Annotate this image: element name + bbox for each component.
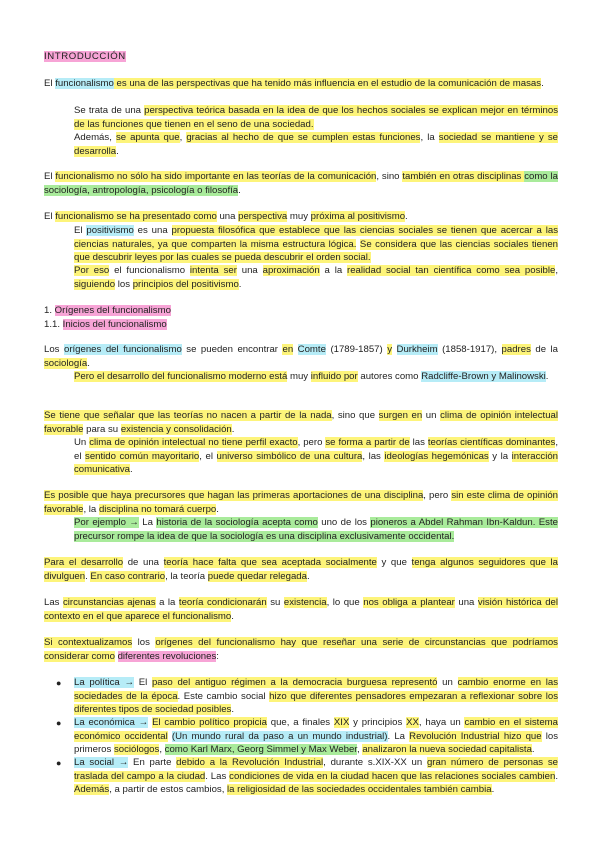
- highlighted-text: condiciones de vida en la ciudad hacen que las relaciones sociales cambien: [229, 770, 556, 782]
- highlighted-text: Comte: [297, 344, 326, 355]
- highlighted-text: gracias al hecho de que se cumplen estas funciones: [186, 132, 421, 143]
- text-run: .: [238, 184, 241, 196]
- paragraph-7: [44, 556, 558, 583]
- heading-1-1: [44, 318, 558, 332]
- paragraph-1b: [74, 131, 558, 158]
- highlighted-text: propuesta filosófica que establece que las ciencias sociales se tienen que acercar a las ciencias naturales, ya que comparten la misma estructura lógica.: [74, 225, 558, 250]
- highlighted-text: Es posible que haya precursores que hagan las primeras aportaciones de una disciplina: [44, 490, 424, 501]
- text-run: es una: [133, 225, 172, 236]
- paragraph-1: [44, 77, 558, 91]
- highlighted-text: en: [282, 344, 294, 355]
- text-run: , las: [362, 450, 385, 462]
- highlighted-text: sin este clima de opinión favorable: [44, 490, 559, 515]
- highlighted-text: sentido común mayoritario: [85, 450, 200, 462]
- text-run: El: [44, 171, 56, 182]
- highlighted-text: teoría condicionarán: [178, 597, 267, 608]
- highlighted-text: existencia y consolidación: [120, 423, 232, 435]
- text-run: . Las: [205, 770, 230, 782]
- text-run: de una: [123, 557, 164, 568]
- text-run: El: [44, 78, 56, 89]
- highlighted-text: La social →: [74, 757, 129, 768]
- highlighted-text: pioneros a Abdel Rahman Ibn-Kaldun. Este precursor rompe la idea de que la sociología es una disciplina exclusivamente occidental.: [74, 517, 558, 542]
- highlighted-text: paso del antiguo régimen a la democracia burguesa representó: [151, 677, 438, 688]
- text-run: , la teoría: [165, 570, 208, 582]
- highlighted-text: Se considera que las: [359, 238, 456, 250]
- text-run: .: [306, 570, 310, 582]
- highlighted-text: se apunta que: [115, 132, 180, 143]
- highlighted-text: analizaron la nueva sociedad capitalista: [362, 744, 532, 756]
- text-run: , la: [83, 503, 99, 515]
- bullet-3-icon: ●: [56, 758, 62, 768]
- paragraph-3: [44, 210, 558, 224]
- text-run: ,: [555, 265, 558, 276]
- text-run: .: [545, 371, 549, 382]
- text-run: a la: [155, 597, 179, 608]
- bullet-item-2: [74, 716, 558, 757]
- title-text: INTRODUCCIÓN: [44, 51, 126, 62]
- text-run: los primeros: [74, 730, 559, 756]
- highlighted-text: la religiosidad de las sociedades occidentales también cambia: [227, 784, 492, 796]
- text-run: y la: [488, 450, 512, 462]
- paragraph-3a: [74, 224, 558, 265]
- highlighted-text: teoría hace falta que sea aceptada socialmente: [163, 557, 377, 568]
- text-run: , pero: [297, 437, 326, 448]
- highlighted-text: La económica →: [74, 717, 149, 728]
- text-run: se pueden encontrar: [181, 344, 283, 355]
- text-run: .: [405, 211, 408, 222]
- highlighted-text: Para el desarrollo: [44, 557, 124, 568]
- highlighted-text: Pero el desarrollo del funcionalismo moderno está: [74, 371, 288, 382]
- text-run: El: [134, 677, 152, 688]
- bullet-2-icon: ●: [56, 718, 62, 728]
- text-run: La: [138, 517, 157, 528]
- heading-1-label: Orígenes del funcionalismo: [54, 305, 171, 316]
- bullet-item-3: [74, 756, 558, 797]
- highlighted-text: Por ejemplo →: [74, 517, 139, 528]
- text-run: un: [422, 410, 441, 421]
- bullet-item-1: [74, 676, 558, 717]
- paragraph-9: [44, 636, 558, 663]
- text-run: muy: [287, 211, 311, 222]
- highlighted-text: teorías científicas dominantes: [427, 437, 556, 448]
- highlighted-text: sociedad se mantiene y se desarrolla: [74, 132, 558, 157]
- text-run: El: [74, 225, 87, 236]
- paragraph-6: [44, 489, 558, 516]
- highlighted-text: diferentes revoluciones: [117, 650, 217, 662]
- highlighted-text: perspectiva: [238, 211, 288, 222]
- text-run: .: [531, 744, 535, 756]
- highlighted-text: aproximación: [262, 265, 320, 276]
- text-run: su: [266, 597, 284, 608]
- highlighted-text: debido a la Revolución Industrial: [176, 757, 324, 768]
- highlighted-text: cambio enorme en las sociedades de la época: [74, 677, 559, 702]
- heading-1-1-number: 1.1.: [44, 319, 63, 330]
- highlighted-text: visión histórica del contexto en el que aparece el funcionalismo: [44, 597, 559, 622]
- highlighted-text: tenga algunos seguidores que la divulguen: [44, 557, 558, 582]
- highlighted-text: universo simbólico de una cultura: [216, 450, 363, 462]
- highlighted-text: Se tiene que señalar que las teorías no nacen a partir de la nada: [44, 410, 332, 421]
- paragraph-1a: [74, 104, 558, 131]
- highlighted-text: clima de opinión intelectual favorable: [44, 410, 558, 435]
- heading-1-1-label: Inicios del funcionalismo: [62, 319, 167, 330]
- highlighted-text: como la sociología, antropología, psicología o filosofía: [44, 171, 558, 196]
- text-run: , sino: [376, 171, 403, 182]
- text-run: una: [236, 265, 263, 276]
- highlighted-text: circunstancias ajenas: [62, 597, 156, 608]
- text-run: (1789-1857): [325, 344, 388, 355]
- text-run: el funcionalismo: [109, 265, 190, 276]
- highlighted-text: también en otras disciplinas: [402, 171, 525, 182]
- text-run: . La: [387, 730, 410, 742]
- highlighted-text: historia de la sociología acepta como: [156, 517, 318, 528]
- highlighted-text: El cambio político propicia: [152, 717, 267, 728]
- bullet-1-icon: ●: [56, 678, 62, 688]
- text-run: El: [44, 211, 56, 222]
- text-run: uno de los: [317, 517, 371, 528]
- highlighted-text: y: [387, 344, 393, 355]
- text-run: . Este cambio social: [177, 690, 270, 702]
- text-run: Además,: [74, 132, 116, 143]
- text-run: En parte: [128, 757, 177, 768]
- highlighted-text: disciplina no tomará cuerpo: [98, 503, 217, 515]
- heading-1-number: 1.: [44, 305, 55, 316]
- highlighted-text: realidad social tan científica como sea posible: [347, 265, 556, 276]
- text-run: [293, 344, 298, 355]
- highlighted-text: Radcliffe-Brown y Malinowski: [421, 371, 546, 382]
- text-run: de la: [530, 344, 559, 355]
- text-run: , sino que: [331, 410, 379, 421]
- paragraph-6a: [74, 516, 558, 543]
- paragraph-3b: [74, 264, 558, 291]
- highlighted-text: sociólogos: [113, 744, 160, 756]
- highlighted-text: padres: [501, 344, 531, 355]
- highlighted-text: gran número de personas se traslada del campo a la ciudad: [74, 757, 558, 782]
- heading-1: [44, 304, 558, 318]
- highlighted-text: Además: [74, 784, 110, 796]
- text-run: .: [85, 570, 91, 582]
- text-run: los: [132, 637, 156, 648]
- text-run: .: [491, 784, 495, 796]
- text-run: (1858-1917),: [437, 344, 502, 355]
- text-run: , durante s.XIX-XX un: [323, 757, 427, 768]
- text-run: , el: [74, 437, 558, 462]
- text-run: que, a finales: [266, 717, 334, 728]
- text-run: , la: [420, 132, 439, 143]
- text-run: .: [231, 423, 235, 435]
- text-run: una: [454, 597, 478, 608]
- text-run: .: [87, 357, 90, 369]
- text-run: .: [116, 145, 119, 157]
- highlighted-text: perspectiva teórica basada en la idea de que los hechos sociales se explican mejor en términos de las funciones que tienen en el seno de una sociedad.: [74, 105, 559, 130]
- highlighted-text: existencia: [283, 597, 327, 608]
- text-run: ,: [179, 132, 187, 143]
- text-run: autores como: [357, 371, 422, 382]
- highlighted-text: ideologías hegemónicas: [384, 450, 489, 462]
- highlighted-text: se forma a partir de: [325, 437, 410, 448]
- highlighted-text: puede quedar relegada: [207, 570, 307, 582]
- text-run: a la: [319, 265, 348, 276]
- text-run: muy: [287, 371, 311, 382]
- highlighted-text: es una de las perspectivas que ha tenido más influencia en el estudio de la comunicación de masas: [113, 78, 542, 89]
- section-title: [44, 50, 558, 64]
- highlighted-text: interacción comunicativa: [74, 450, 559, 476]
- text-run: , pero: [423, 490, 452, 501]
- text-run: un: [437, 677, 458, 688]
- highlighted-text: siguiendo: [74, 278, 116, 290]
- highlighted-text: como Karl Marx, Georg Simmel y Max Weber: [164, 744, 357, 756]
- text-run: , lo que: [326, 597, 364, 608]
- text-run: una: [216, 211, 239, 222]
- highlighted-text: principios del positivismo: [132, 278, 239, 290]
- text-run: Los: [44, 344, 64, 355]
- highlighted-text: orígenes del funcionalismo hay que reseñar una serie de circunstancias que podríamos considerar como: [44, 637, 558, 662]
- paragraph-5a: [74, 436, 558, 477]
- highlighted-text: funcionalismo: [55, 78, 114, 89]
- highlighted-text: orígenes del funcionalismo: [63, 344, 182, 355]
- highlighted-text: nos obliga a plantear: [363, 597, 455, 608]
- text-run: [392, 344, 397, 355]
- text-run: .: [555, 770, 559, 782]
- highlighted-text: próxima al positivismo: [310, 211, 406, 222]
- paragraph-4a: [74, 370, 558, 384]
- highlighted-text: Por eso: [74, 265, 110, 276]
- highlighted-text: XIX: [333, 717, 350, 728]
- highlighted-text: Si contextualizamos: [44, 637, 133, 648]
- highlighted-text: cambio en el sistema económico occidental: [74, 717, 558, 742]
- paragraph-8: [44, 596, 558, 623]
- highlighted-text: XX: [406, 717, 419, 728]
- highlighted-text: surgen en: [378, 410, 423, 421]
- text-run: .: [541, 78, 544, 89]
- highlighted-text: En caso contrario: [90, 570, 166, 582]
- paragraph-2: [44, 170, 558, 197]
- text-run: Se trata de una: [74, 105, 145, 116]
- highlighted-text: hizo que diferentes pensadores empezaran a reflexionar sobre los diferentes tipos de sociedad posibles: [74, 690, 558, 716]
- highlighted-text: intenta ser: [189, 265, 237, 276]
- text-run: , haya un: [418, 717, 465, 728]
- text-run: .: [231, 704, 235, 716]
- text-run: las: [409, 437, 428, 448]
- highlighted-text: Durkheim: [396, 344, 438, 355]
- text-run: ,: [159, 744, 165, 756]
- text-run: :: [216, 650, 219, 662]
- highlighted-text: clima de opinión intelectual no tiene perfil exacto: [89, 437, 298, 448]
- highlighted-text: positivismo: [86, 225, 134, 236]
- text-run: .: [130, 464, 133, 476]
- highlighted-text: funcionalismo no sólo ha sido importante en las teorías de la comunicación: [55, 171, 377, 182]
- highlighted-text: ciencias sociales tienen que descubrir leyes por las cuales se pueda descubrir el orden social.: [74, 238, 559, 264]
- text-run: y que: [376, 557, 412, 568]
- text-run: ,: [356, 744, 363, 756]
- text-run: , el: [199, 450, 217, 462]
- text-run: para su: [83, 423, 121, 435]
- paragraph-4: [44, 343, 558, 370]
- text-run: y principios: [349, 717, 407, 728]
- text-run: , a partir de estos cambios,: [109, 784, 228, 796]
- highlighted-text: La política →: [74, 677, 135, 688]
- highlighted-text: funcionalismo se ha presentado como: [55, 211, 217, 222]
- highlighted-text: sociología: [44, 357, 88, 369]
- highlighted-text: influido por: [310, 371, 358, 382]
- highlighted-text: Revolución Industrial hizo que: [409, 730, 542, 742]
- text-run: .: [216, 503, 219, 515]
- text-run: .: [238, 278, 242, 290]
- paragraph-5: [44, 409, 558, 436]
- text-run: los: [115, 278, 133, 290]
- text-run: .: [231, 610, 234, 622]
- text-run: Las: [44, 597, 63, 608]
- text-run: Un: [74, 437, 90, 448]
- highlighted-text: (Un mundo rural da paso a un mundo industrial): [171, 730, 388, 742]
